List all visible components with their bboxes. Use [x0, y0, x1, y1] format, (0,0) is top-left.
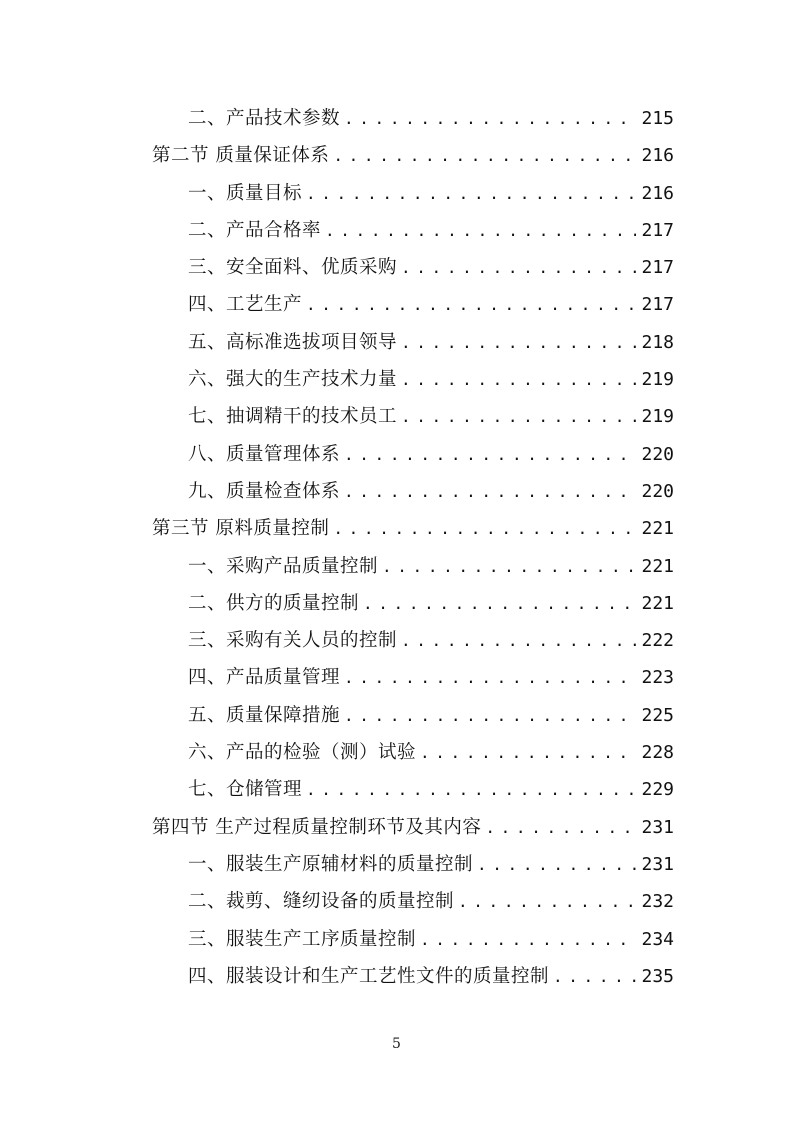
toc-dot-leader [401, 361, 636, 398]
toc-entry-page-number: 220 [641, 480, 674, 502]
toc-entry-title: 六、产品的检验（测）试验 [188, 742, 417, 764]
toc-subsection-entry[interactable] [152, 361, 674, 398]
toc-entry-title: 三、采购有关人员的控制 [188, 630, 398, 652]
toc-entry-page-number: 223 [641, 667, 674, 689]
toc-section-entry[interactable] [152, 137, 674, 174]
toc-subsection-entry[interactable] [152, 212, 674, 249]
toc-dot-leader [382, 548, 636, 585]
toc-subsection-entry[interactable] [152, 324, 674, 361]
toc-dot-leader [420, 921, 636, 958]
toc-subsection-entry[interactable] [152, 398, 674, 435]
toc-entry-page-number: 232 [641, 891, 674, 913]
toc-dot-leader [477, 846, 636, 883]
toc-dot-leader [401, 249, 636, 286]
toc-dot-leader [344, 659, 636, 696]
toc-subsection-entry[interactable] [152, 436, 674, 473]
toc-subsection-entry[interactable] [152, 921, 674, 958]
toc-subsection-entry[interactable] [152, 697, 674, 734]
toc-dot-leader [401, 622, 636, 659]
toc-dot-leader [458, 883, 636, 920]
toc-subsection-entry[interactable] [152, 249, 674, 286]
toc-dot-leader [344, 100, 636, 137]
toc-entry-page-number: 219 [641, 369, 674, 391]
toc-entry-title: 二、产品合格率 [188, 219, 322, 241]
toc-dot-leader [306, 286, 636, 323]
toc-dot-leader [333, 137, 636, 174]
toc-entry-page-number: 215 [641, 108, 674, 129]
toc-entry-title: 九、质量检查体系 [188, 480, 341, 502]
toc-entry-page-number: 217 [641, 257, 674, 279]
toc-entry-page-number: 228 [641, 742, 674, 764]
page-number: 5 [392, 1036, 401, 1052]
toc-dot-leader [306, 175, 636, 212]
toc-dot-leader [401, 324, 636, 361]
toc-dot-leader [401, 398, 636, 435]
toc-entry-title: 一、服装生产原辅材料的质量控制 [188, 853, 474, 875]
toc-entry-title: 五、质量保障措施 [188, 704, 341, 726]
toc-dot-leader [333, 510, 636, 547]
toc-dot-leader [420, 734, 636, 771]
toc-entry-page-number: 234 [641, 928, 674, 950]
toc-entry-page-number: 235 [641, 965, 674, 987]
toc-entry-title: 四、产品质量管理 [188, 667, 341, 689]
toc-entry-title: 六、强大的生产技术力量 [188, 369, 398, 391]
toc-subsection-entry[interactable] [152, 473, 674, 510]
toc-entry-page-number: 216 [641, 145, 674, 167]
toc-dot-leader [344, 473, 636, 510]
toc-entry-page-number: 221 [641, 555, 674, 577]
toc-subsection-entry[interactable] [152, 585, 674, 622]
toc-subsection-entry[interactable] [152, 883, 674, 920]
toc-entry-title: 二、裁剪、缝纫设备的质量控制 [188, 891, 455, 913]
toc-entry-title: 五、高标准选拔项目领导 [188, 331, 398, 353]
toc-entry-title: 七、仓储管理 [188, 779, 303, 801]
toc-entry-title: 四、工艺生产 [188, 294, 303, 316]
toc-entry-title: 第三节 原料质量控制 [152, 518, 330, 540]
toc-dot-leader [363, 585, 636, 622]
toc-entry-page-number: 221 [641, 518, 674, 540]
toc-subsection-entry[interactable] [152, 100, 674, 137]
toc-subsection-entry[interactable] [152, 659, 674, 696]
toc-subsection-entry[interactable] [152, 622, 674, 659]
toc-entry-page-number: 216 [641, 182, 674, 204]
toc-dot-leader [344, 697, 636, 734]
toc-subsection-entry[interactable] [152, 846, 674, 883]
toc-entry-page-number: 220 [641, 443, 674, 465]
toc-entry-page-number: 217 [641, 294, 674, 316]
toc-entry-title: 七、抽调精干的技术员工 [188, 406, 398, 428]
toc-entry-title: 三、服装生产工序质量控制 [188, 928, 417, 950]
toc-entry-title: 一、质量目标 [188, 182, 303, 204]
toc-entry-page-number: 231 [641, 816, 674, 838]
toc-dot-leader [306, 771, 636, 808]
toc-dot-leader [325, 212, 636, 249]
toc-entry-title: 三、安全面料、优质采购 [188, 257, 398, 279]
toc-entry-page-number: 222 [641, 630, 674, 652]
toc-entry-page-number: 229 [641, 779, 674, 801]
table-of-contents [152, 100, 674, 995]
toc-subsection-entry[interactable] [152, 734, 674, 771]
toc-entry-page-number: 221 [641, 592, 674, 614]
toc-subsection-entry[interactable] [152, 771, 674, 808]
toc-subsection-entry[interactable] [152, 548, 674, 585]
toc-dot-leader [344, 436, 636, 473]
toc-entry-page-number: 219 [641, 406, 674, 428]
toc-subsection-entry[interactable] [152, 286, 674, 323]
toc-entry-title: 二、产品技术参数 [188, 108, 341, 129]
toc-entry-title: 第二节 质量保证体系 [152, 145, 330, 167]
toc-dot-leader [485, 809, 636, 846]
toc-entry-page-number: 231 [641, 853, 674, 875]
toc-section-entry[interactable] [152, 510, 674, 547]
toc-entry-title: 一、采购产品质量控制 [188, 555, 379, 577]
toc-entry-page-number: 218 [641, 331, 674, 353]
toc-entry-title: 第四节 生产过程质量控制环节及其内容 [152, 816, 482, 838]
toc-subsection-entry[interactable] [152, 175, 674, 212]
toc-dot-leader [553, 958, 636, 995]
toc-subsection-entry[interactable] [152, 958, 674, 995]
toc-entry-title: 二、供方的质量控制 [188, 592, 360, 614]
toc-entry-title: 四、服装设计和生产工艺性文件的质量控制 [188, 965, 550, 987]
toc-section-entry[interactable] [152, 809, 674, 846]
toc-entry-page-number: 217 [641, 219, 674, 241]
toc-entry-page-number: 225 [641, 704, 674, 726]
toc-entry-title: 八、质量管理体系 [188, 443, 341, 465]
